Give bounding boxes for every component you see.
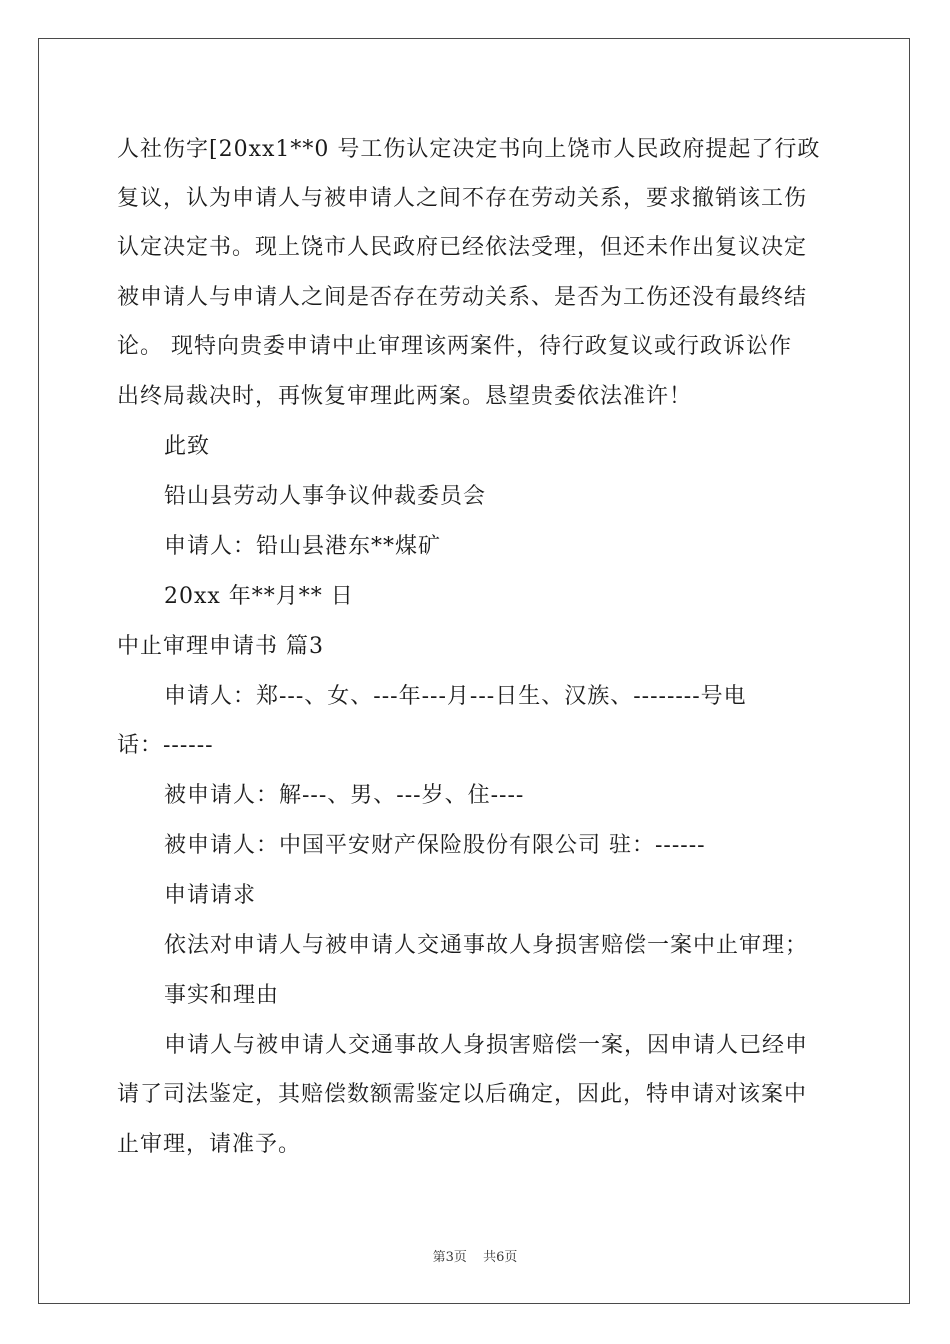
salutation: 此致 (164, 434, 211, 459)
page-footer (0, 1246, 950, 1265)
applicant-info: 申请人：郑---、女、---年---月---日生、汉族、--------号电 (164, 684, 747, 709)
applicant-info-cont: 话：------ (117, 733, 214, 758)
body-line: 出终局裁决时，再恢复审理此两案。恳望贵委依法准许！ (117, 384, 693, 409)
reasons-body: 止审理，请准予。 (117, 1132, 302, 1157)
reasons-body: 请了司法鉴定，其赔偿数额需鉴定以后确定，因此，特申请对该案中 (117, 1082, 808, 1107)
request-body: 依法对申请人与被申请人交通事故人身损害赔偿一案中止审理； (164, 933, 809, 958)
page-total: 共6页 (483, 1250, 518, 1265)
request-heading: 申请请求 (164, 883, 257, 908)
body-line: 认定决定书。现上饶市人民政府已经依法受理，但还未作出复议决定 (117, 235, 808, 260)
recipient: 铅山县劳动人事争议仲裁委员会 (164, 484, 487, 509)
body-line: 人社伤字[20xx1**0 号工伤认定决定书向上饶市人民政府提起了行政 (117, 137, 821, 162)
reasons-body: 申请人与被申请人交通事故人身损害赔偿一案，因申请人已经申 (164, 1033, 809, 1058)
body-line: 被申请人与申请人之间是否存在劳动关系、是否为工伤还没有最终结 (117, 285, 808, 310)
page-number: 第3页 (432, 1250, 467, 1265)
respondent-2: 被申请人：中国平安财产保险股份有限公司 驻：------ (164, 833, 706, 858)
body-line: 复议，认为申请人与被申请人之间不存在劳动关系，要求撤销该工伤 (117, 186, 808, 211)
reasons-heading: 事实和理由 (164, 983, 280, 1008)
body-line: 论。 现特向贵委申请中止审理该两案件，待行政复议或行政诉讼作 (117, 334, 792, 359)
respondent-1: 被申请人：解---、男、---岁、住---- (164, 783, 525, 808)
page-border (38, 38, 910, 1304)
date-line: 20xx 年**月** 日 (164, 584, 354, 609)
applicant-signature: 申请人：铅山县港东**煤矿 (164, 534, 442, 559)
section-title: 中止审理申请书 篇3 (117, 634, 324, 659)
